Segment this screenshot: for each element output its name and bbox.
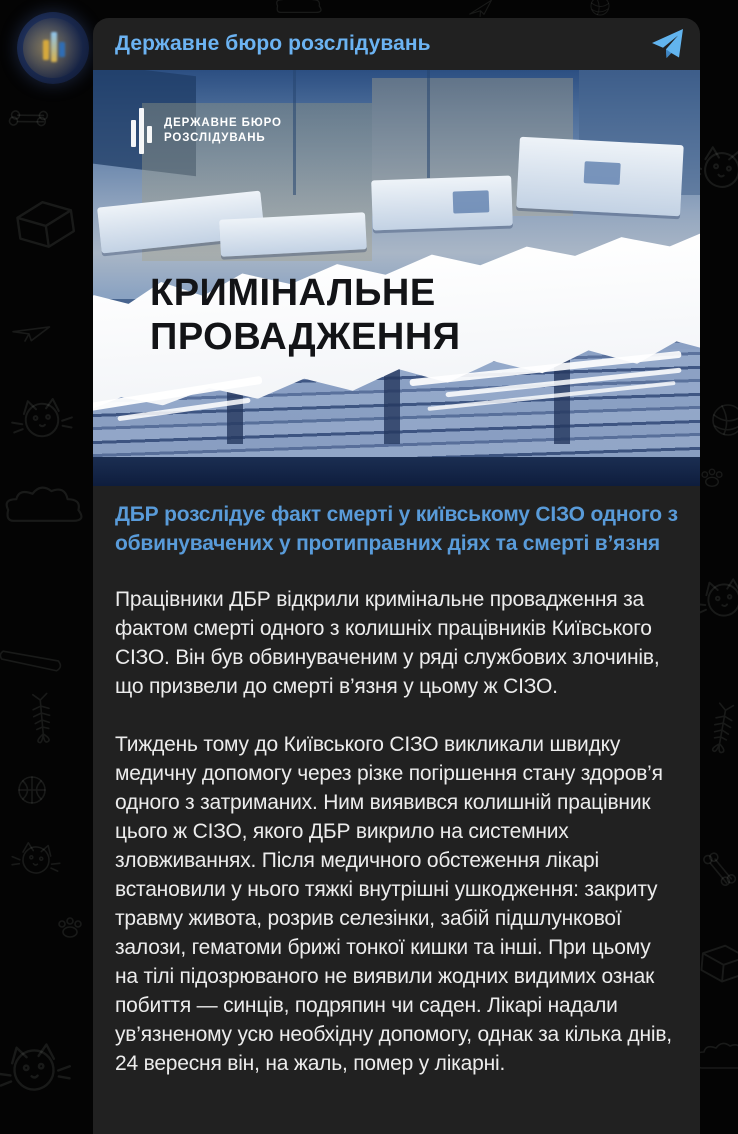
- paper-stack: [516, 136, 683, 215]
- dbr-logo-text: [164, 116, 282, 146]
- dbr-logo-line2: РОЗСЛІДУВАНЬ: [164, 132, 266, 144]
- paper-stack: [220, 212, 367, 257]
- channel-name[interactable]: Державне бюро розслідувань: [115, 32, 431, 55]
- channel-post-bubble: [93, 18, 700, 1134]
- post-paragraph-1: Працівники ДБР відкрили кримінальне провадження за фактом смерті одного з колишніх працівників Київського СІЗО. Він був обвинуваченим у ряді службових злочинів, що призвели до смерті в’язня у цьому ж СІЗО.: [115, 588, 660, 698]
- dbr-logo-line1: ДЕРЖАВНЕ БЮРО: [164, 117, 282, 129]
- post-paragraph-2: Тиждень тому до Київського СІЗО викликали швидку медичну допомогу через різке погіршення стану здоров’я одного з затриманих. Ним виявився колишній працівник цього ж СІЗО, якого ДБР викрило на системних зловживаннях. Після медичного обстеження лікарі встановили у нього тяжкі внутрішні ушкодження: закриту травму живота, розрив селезінки, забій підшлункової залози, гематоми брижі тонкої кишки та інші. При цьому на тілі підозрюваного не виявили жодних видимих ознак побиття — синців, подряпин чи саден. Лікарі надали ув’язненому усю необхідну допомогу, однак за кілька днів, 24 вересня він, на жаль, помер у лікарні.: [115, 733, 672, 1075]
- photo-title: [150, 271, 461, 359]
- post-header: [93, 18, 700, 70]
- dbr-logo: [131, 108, 282, 154]
- dbr-trident-emblem-icon: [17, 12, 89, 84]
- photo-title-line2: ПРОВАДЖЕННЯ: [150, 316, 461, 358]
- photo-decor: [93, 457, 700, 486]
- post-text: [93, 486, 700, 1078]
- channel-avatar[interactable]: [17, 12, 89, 84]
- telegram-paper-plane-icon[interactable]: [649, 26, 685, 62]
- photo-title-line1: КРИМІНАЛЬНЕ: [150, 272, 436, 314]
- paper-stack: [371, 176, 512, 231]
- post-photo[interactable]: [93, 70, 700, 486]
- dbr-white-trident-icon: [131, 108, 152, 154]
- photo-decor: [427, 70, 430, 178]
- post-headline: ДБР розслідує факт смерті у київському СІЗО одного з обвинувачених у протиправних діях та смерті в’язня: [115, 503, 678, 555]
- photo-decor: [293, 70, 296, 195]
